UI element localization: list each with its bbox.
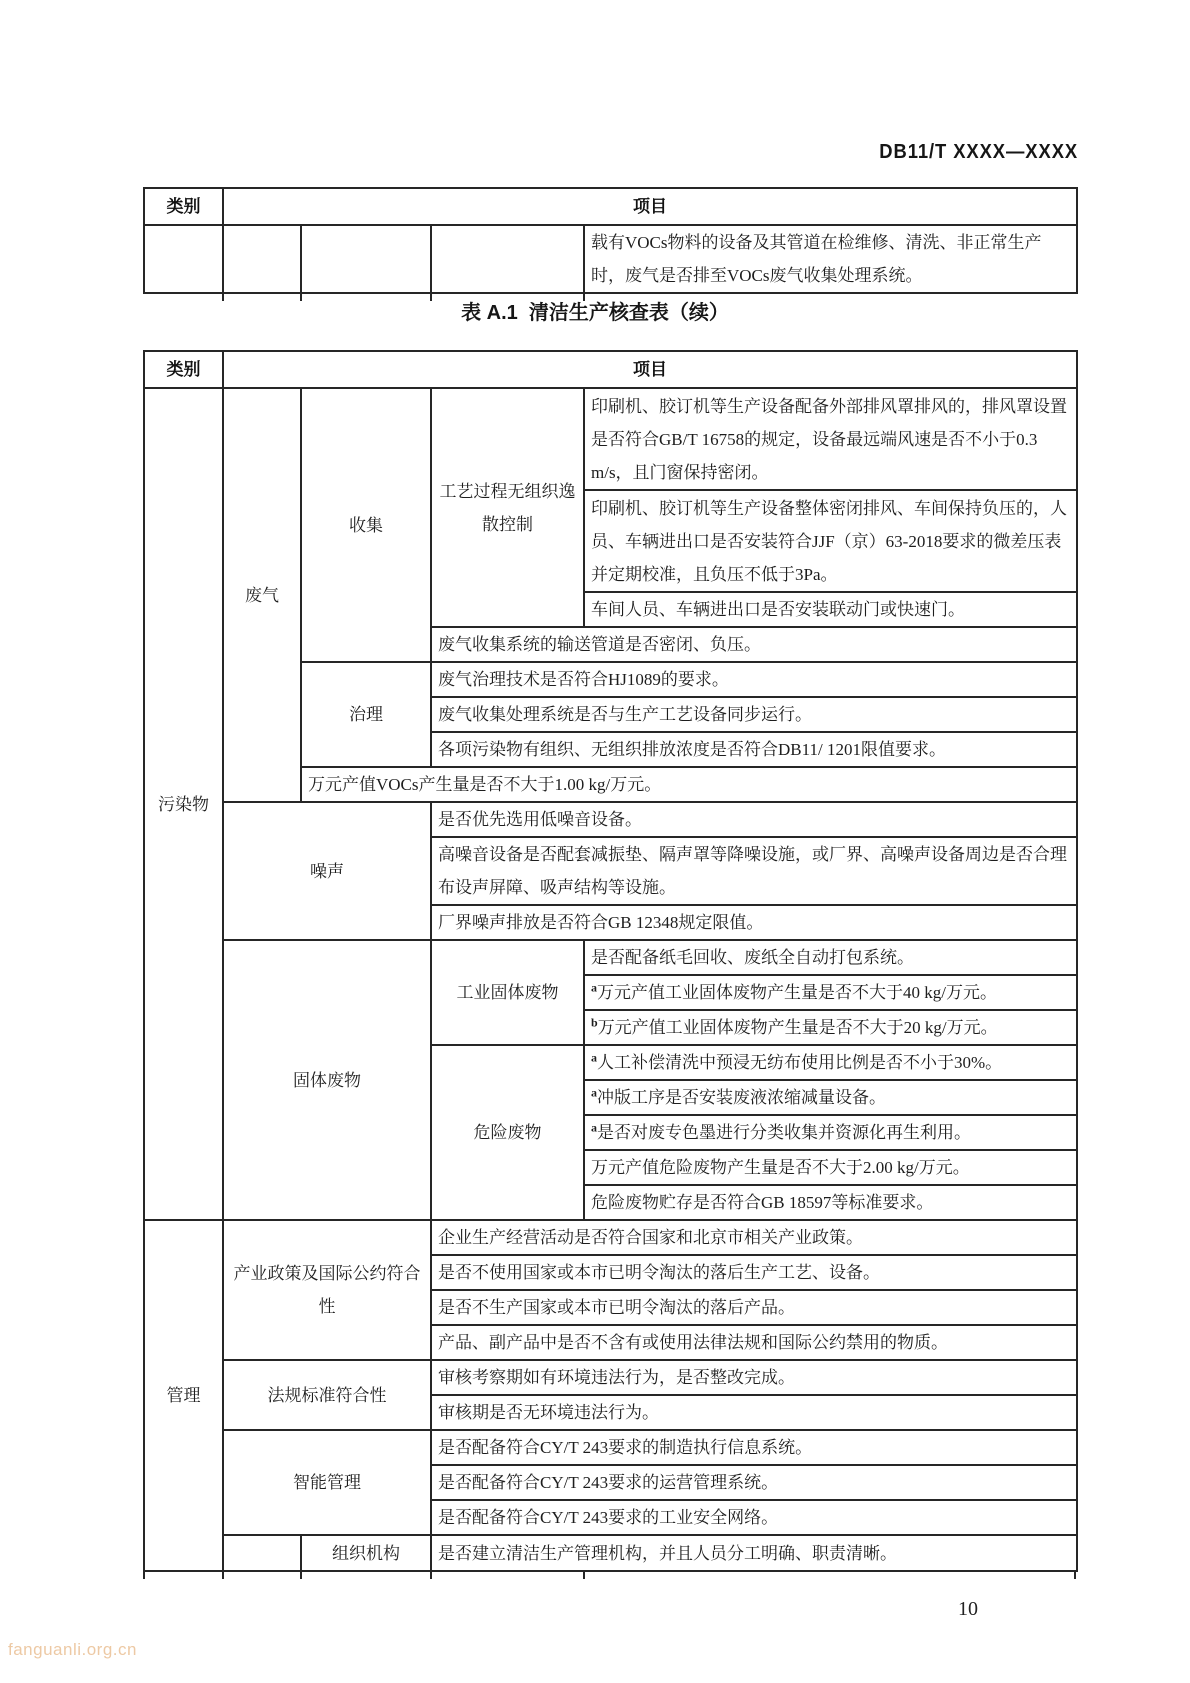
label-treatment: 治理 <box>301 662 431 767</box>
footnote-ref-a: a <box>591 1050 597 1065</box>
footnote-ref-a: a <box>591 1120 597 1135</box>
label-fugitive-control: 工艺过程无组织逸散控制 <box>431 388 584 627</box>
label-noise: 噪声 <box>223 802 431 940</box>
label-collection: 收集 <box>301 388 431 662</box>
item-cell-r15 <box>584 1045 1077 1080</box>
top-table <box>143 187 1078 294</box>
item-cell-r20: 企业生产经营活动是否符合国家和北京市相关产业政策。 <box>431 1220 1077 1255</box>
doc-code: DB11/T XXXX—XXXX <box>879 141 1078 163</box>
label-waste-gas: 废气 <box>223 388 301 802</box>
empty-cell <box>144 225 223 293</box>
footnote-ref-b: b <box>591 1015 598 1030</box>
page-number: 10 <box>958 1598 978 1620</box>
label-pollutant: 污染物 <box>144 388 223 1220</box>
item-cell-r3: 车间人员、车辆进出口是否安装联动门或快速门。 <box>584 592 1077 627</box>
item-cell-r14 <box>584 1010 1077 1045</box>
top-header-item: 项目 <box>223 188 1077 225</box>
item-text: 冲版工序是否安装废液浓缩减量设备。 <box>597 1088 886 1107</box>
item-cell-r22: 是否不生产国家或本市已明令淘汰的落后产品。 <box>431 1290 1077 1325</box>
item-cell-r19: 危险废物贮存是否符合GB 18597等标准要求。 <box>584 1185 1077 1220</box>
label-industrial-policy: 产业政策及国际公约符合性 <box>223 1220 431 1360</box>
item-cell-continued: 载有VOCs物料的设备及其管道在检维修、清洗、非正常生产时，废气是否排至VOCs废气收集处理系统。 <box>584 225 1077 293</box>
label-organization: 组织机构 <box>301 1535 431 1571</box>
label-solid-waste: 固体废物 <box>223 940 431 1220</box>
item-cell-r11: 厂界噪声排放是否符合GB 12348规定限值。 <box>431 905 1077 940</box>
footnote-ref-a: a <box>591 1085 597 1100</box>
footnote-ref-a: a <box>591 980 597 995</box>
item-text: 是否对废专色墨进行分类收集并资源化再生利用。 <box>597 1123 971 1142</box>
item-cell-r27: 是否配备符合CY/T 243要求的运营管理系统。 <box>431 1465 1077 1500</box>
item-cell-r16 <box>584 1080 1077 1115</box>
item-cell-r10: 高噪音设备是否配套减振垫、隔声罩等降噪设施，或厂界、高噪声设备周边是否合理布设声屏障、吸声结构等设施。 <box>431 837 1077 905</box>
item-cell-r1: 印刷机、胶订机等生产设备配备外部排风罩排风的，排风罩设置是否符合GB/T 16758的规定，设备最远端风速是否不小于0.3 m/s，且门窗保持密闭。 <box>584 388 1077 490</box>
item-cell-r29: 是否建立清洁生产管理机构，并且人员分工明确、职责清晰。 <box>431 1535 1077 1571</box>
item-cell-r12: 是否配备纸毛回收、废纸全自动打包系统。 <box>584 940 1077 975</box>
item-cell-r17 <box>584 1115 1077 1150</box>
empty-cell <box>223 225 301 293</box>
item-cell-r23: 产品、副产品中是否不含有或使用法律法规和国际公约禁用的物质。 <box>431 1325 1077 1360</box>
item-cell-r24: 审核考察期如有环境违法行为，是否整改完成。 <box>431 1360 1077 1395</box>
empty-cell <box>301 225 431 293</box>
item-text: 万元产值工业固体废物产生量是否不大于40 kg/万元。 <box>597 983 997 1002</box>
empty-cell <box>431 225 584 293</box>
item-cell-r8: 万元产值VOCs产生量是否不大于1.00 kg/万元。 <box>301 767 1077 802</box>
main-table <box>143 350 1078 1572</box>
table-title: 表 A.1 清洁生产核查表（续） <box>461 302 729 324</box>
watermark: fanguanli.org.cn <box>8 1640 137 1659</box>
item-text: 人工补偿清洗中预浸无纺布使用比例是否不小于30%。 <box>597 1053 1003 1072</box>
top-table-wrap <box>143 187 1076 294</box>
item-cell-r21: 是否不使用国家或本市已明令淘汰的落后生产工艺、设备。 <box>431 1255 1077 1290</box>
label-regulation-compliance: 法规标准符合性 <box>223 1360 431 1430</box>
main-header-category: 类别 <box>144 351 223 388</box>
item-cell-r18: 万元产值危险废物产生量是否不大于2.00 kg/万元。 <box>584 1150 1077 1185</box>
main-table-wrap <box>143 350 1076 1572</box>
item-cell-r5: 废气治理技术是否符合HJ1089的要求。 <box>431 662 1077 697</box>
item-cell-r7: 各项污染物有组织、无组织排放浓度是否符合DB11/ 1201限值要求。 <box>431 732 1077 767</box>
main-header-item: 项目 <box>223 351 1077 388</box>
top-header-category: 类别 <box>144 188 223 225</box>
empty-cell <box>223 1535 301 1571</box>
item-text: 万元产值工业固体废物产生量是否不大于20 kg/万元。 <box>597 1018 998 1037</box>
item-cell-r9: 是否优先选用低噪音设备。 <box>431 802 1077 837</box>
label-hazardous-waste: 危险废物 <box>431 1045 584 1220</box>
item-cell-r6: 废气收集处理系统是否与生产工艺设备同步运行。 <box>431 697 1077 732</box>
item-cell-r4: 废气收集系统的输送管道是否密闭、负压。 <box>431 627 1077 662</box>
label-management: 管理 <box>144 1220 223 1571</box>
item-cell-r28: 是否配备符合CY/T 243要求的工业安全网络。 <box>431 1500 1077 1535</box>
label-smart-management: 智能管理 <box>223 1430 431 1535</box>
item-cell-r25: 审核期是否无环境违法行为。 <box>431 1395 1077 1430</box>
item-cell-r2: 印刷机、胶订机等生产设备整体密闭排风、车间保持负压的，人员、车辆进出口是否安装符合JJF（京）63-2018要求的微差压表并定期校准，且负压不低于3Pa。 <box>584 490 1077 592</box>
item-cell-r13 <box>584 975 1077 1010</box>
item-cell-r26: 是否配备符合CY/T 243要求的制造执行信息系统。 <box>431 1430 1077 1465</box>
label-industrial-solid-waste: 工业固体废物 <box>431 940 584 1045</box>
